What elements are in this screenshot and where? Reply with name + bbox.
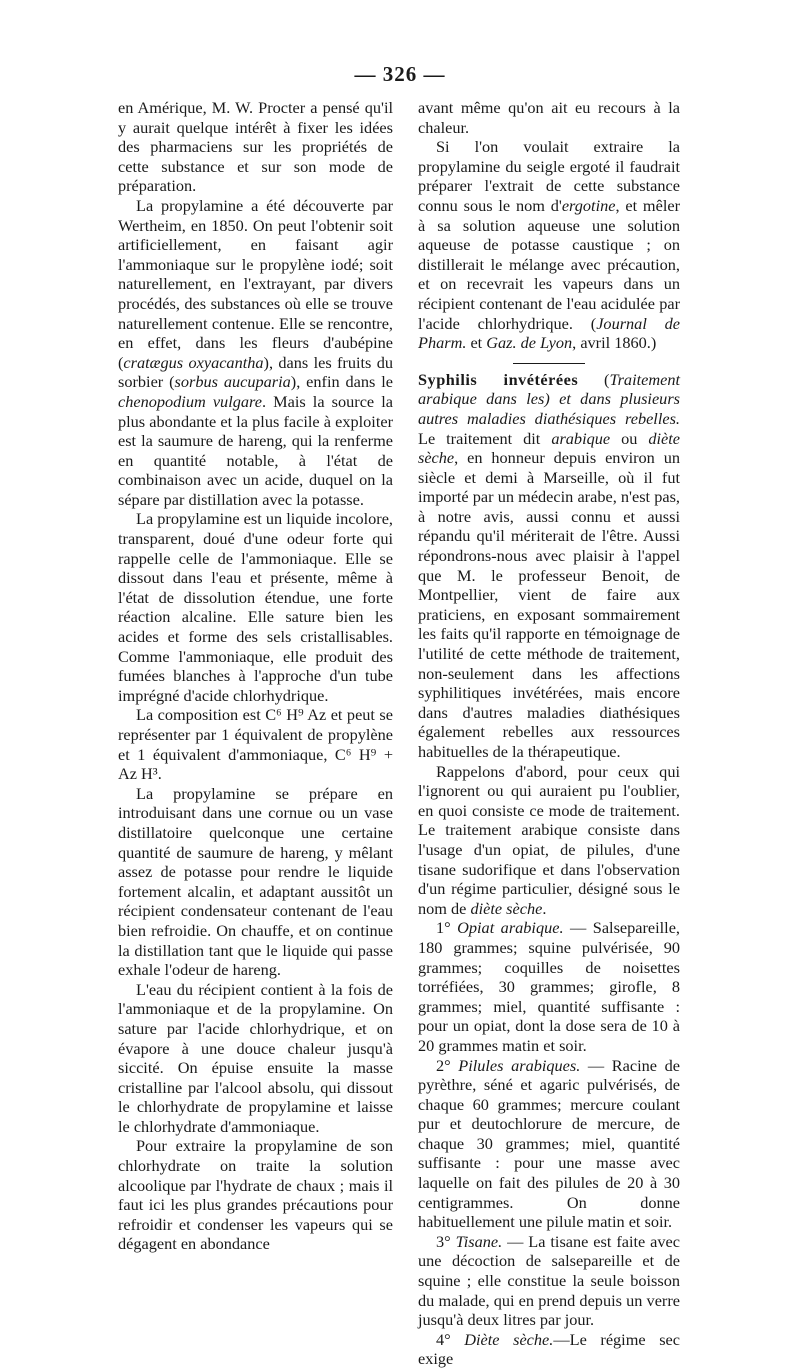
paragraph-treatment: Rappelons d'abord, pour ceux qui l'ignorent ou qui auraient pu l'oublier, en quoi consiste ce mode de traitement. Le traitement arabique consiste dans l'usage d'un opiat, de pilules, d'une tisane sudorifique et dans l'observation d'un régime particulier, désigné sous le nom de diète sèche. [418,761,680,918]
article-syphilis: Syphilis invétérées (Traitement arabique dans les) et dans plusieurs autres maladies diathésiques rebelles. Le traitement dit arabique ou diète sèche, en honneur depuis environ un siècle et demi à Marseille, où il fut importé par un médecin arabe, n'est pas, à notre avis, aussi connu et aussi répandu qu'il mériterait de l'être. Aussi répondrons-nous avec plaisir à l'appel que M. le professeur Benoit, de Montpellier, vient de faire aux praticiens, en exposant sommairement les faits qu'il rapporte en témoignage de l'utilité de cette méthode de traitement, non-seulement dans les affections syphilitiques invétérées, mais encore dans d'autres maladies diathésiques également rebelles aux ressources habituelles de la thérapeutique. [418,369,680,761]
list-item-tisane: 3° Tisane. — La tisane est faite avec une décoction de salsepareille et de squine ; elle constitue la seule boisson du malade, qui en prend depuis un verre jusqu'à deux litres par jour. [418,1231,680,1330]
paragraph-properties: La propylamine est un liquide incolore, transparent, doué d'une odeur forte qui rappelle celle de l'ammoniaque. Elle se dissout dans l'eau et présente, même à l'état de dissolution étendue, une forte réaction alcaline. Elle sature bien les acides et forme des sels cristallisables. Comme l'ammoniaque, elle produit des fumées blanches à l'approche d'un tube imprégné d'acide chlorhydrique. [118,509,393,705]
page-number: — 326 — [354,62,446,86]
section-divider [513,363,585,364]
list-item-diete: 4° Diète sèche.—Le régime sec exige [418,1329,680,1369]
left-column [118,98,393,1254]
right-column [418,98,680,1369]
paragraph-recipient: L'eau du récipient contient à la fois de l'ammoniaque et de la propylamine. On sature par l'acide chlorhydrique, et on évapore à une douce chaleur jusqu'à siccité. On épuise ensuite la masse cristalline par l'alcool absolu, qui dissout le chlorhydrate de propylamine et laisse le chlorhydrate d'ammoniaque. [118,979,393,1136]
paragraph-continuation: avant même qu'on ait eu recours à la chaleur. [418,98,680,137]
paragraph-discovery: La propylamine a été découverte par Wertheim, en 1850. On peut l'obtenir soit artificiellement, en faisant agir l'ammoniaque sur le propylène iodé; soit naturellement, en l'extrayant, par divers procédés, des substances où elle se trouve naturellement contenue. Elle se rencontre, en effet, dans les fleurs d'aubépine (cratægus oxyacantha), dans les fruits du sorbier (sorbus aucuparia), enfin dans le chenopodium vulgare. Mais la source la plus abondante et la plus facile à exploiter est la saumure de hareng, qui la renferme en quantité notable, à l'état de combinaison avec un acide, duquel on la sépare par distillation avec la potasse. [118,195,394,509]
paragraph-composition: La composition est C⁶ H⁹ Az et peut se représenter par 1 équivalent de propylène et 1 équivalent d'ammoniaque, C⁶ H⁹ + Az H³. [118,705,393,784]
article-heading: Syphilis invétérées [418,369,579,389]
paragraph-preparation: La propylamine se prépare en introduisant dans une cornue ou un vase distillatoire quelconque une certaine quantité de saumure de hareng, y mêlant assez de potasse pour rendre le liquide fortement alcalin, et adaptant aussitôt un récipient condensateur contenant de l'eau bien refroidie. On chauffe, et on continue la distillation tant que le liquide qui passe exhale l'odeur de hareng. [118,783,393,980]
paragraph-continuation: en Amérique, M. W. Procter a pensé qu'il y aurait quelque intérêt à fixer les idées des pharmaciens sur les propriétés de cette substance et sur son mode de préparation. [118,98,393,196]
paragraph-extraction: Pour extraire la propylamine de son chlorhydrate on traite la solution alcoolique par l'hydrate de chaux ; mais il faut ici les plus grandes précautions pour refroidir et condenser les vapeurs qui se dégagent en abondance [118,1136,393,1254]
paragraph-ergot: Si l'on voulait extraire la propylamine du seigle ergoté il faudrait préparer l'extrait de cette substance connu sous le nom d'ergotine, et mêler à sa solution aqueuse une solution aqueuse de potasse caustique ; on distillerait le mélange avec précaution, et on recevrait les vapeurs dans un récipient contenant de l'eau acidulée par l'acide chlorhydrique. (Journal de Pharm. et Gaz. de Lyon, avril 1860.) [418,137,681,353]
list-item-opiat: 1° Opiat arabique. — Salsepareille, 180 grammes; squine pulvérisée, 90 grammes; coquilles de noisettes torréfiées, 30 grammes; girofle, 8 grammes; miel, quantité suffisante : pour un opiat, dont la dose sera de 10 à 20 grammes matin et soir. [418,918,681,1055]
list-item-pilules: 2° Pilules arabiques. — Racine de pyrèthre, séné et agaric pulvérisés, de chaque 60 grammes; mercure coulant pur et deutochlorure de mercure, de chaque 30 grammes; miel, quantité suffisante : pour une masse avec laquelle on fait des pilules de 20 à 30 centigrammes. On donne habituellement une pilule matin et soir. [418,1055,680,1232]
